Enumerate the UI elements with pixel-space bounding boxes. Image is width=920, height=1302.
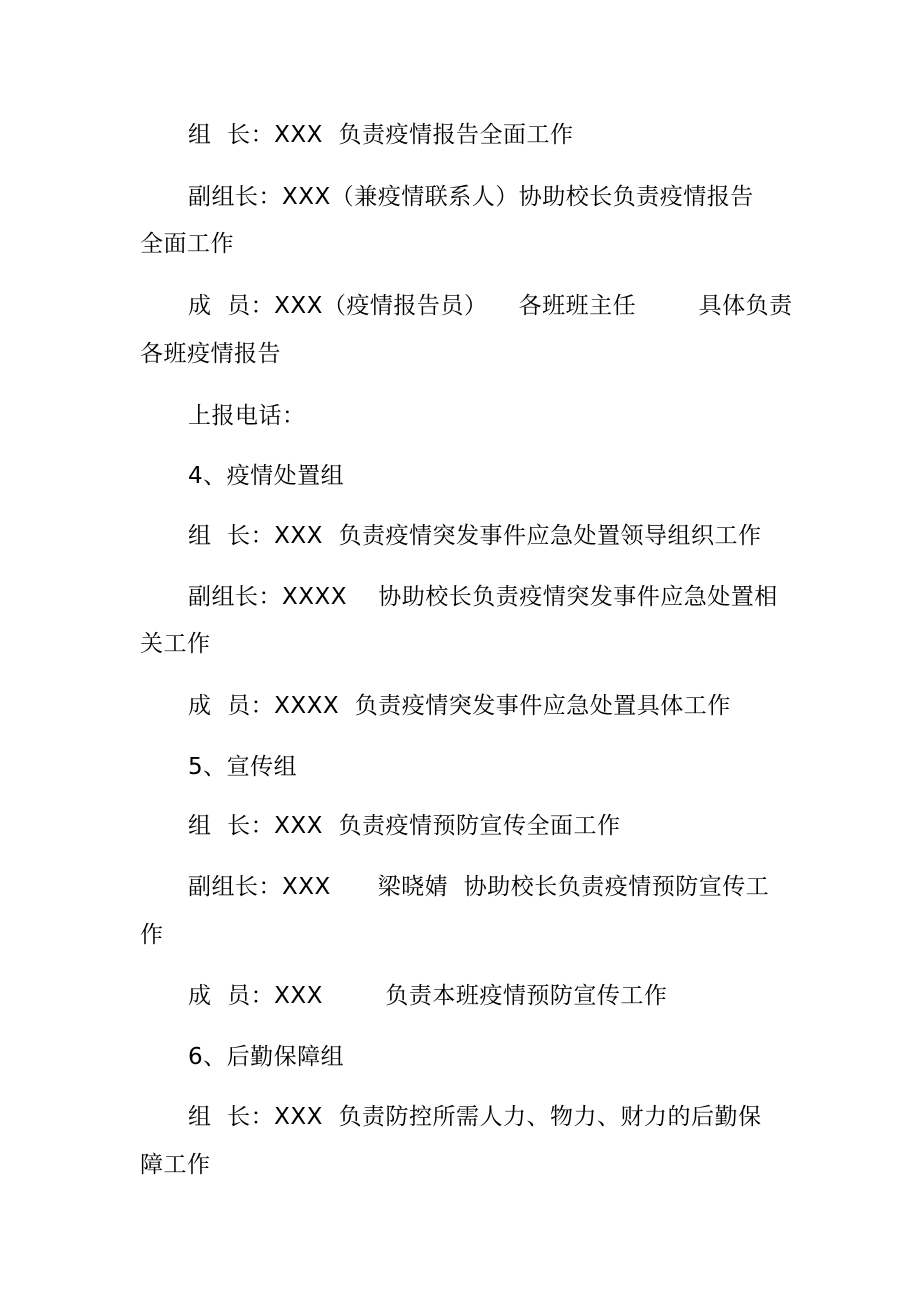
deputy-disposal-line-cont: 关工作	[140, 631, 211, 657]
section-heading-logistics: 6、后勤保障组	[188, 1044, 345, 1070]
deputy-publicity-line-cont: 作	[140, 922, 164, 948]
member-disposal-line: 成 员：XXXX 负责疫情突发事件应急处置具体工作	[188, 693, 731, 719]
deputy-report-line: 副组长：XXX（兼疫情联系人）协助校长负责疫情报告	[188, 184, 754, 210]
deputy-disposal-line: 副组长：XXXX 协助校长负责疫情突发事件应急处置相	[188, 584, 778, 610]
member-report-line: 成 员：XXX（疫情报告员） 各班班主任 具体负责	[188, 293, 793, 319]
member-report-line-cont: 各班疫情报告	[140, 341, 281, 367]
deputy-report-line-cont: 全面工作	[140, 231, 234, 257]
deputy-publicity-line: 副组长：XXX 梁晓婧 协助校长负责疫情预防宣传工	[188, 874, 770, 900]
leader-logistics-line: 组 长：XXX 负责防控所需人力、物力、财力的后勤保	[188, 1104, 762, 1130]
member-publicity-line: 成 员：XXX 负责本班疫情预防宣传工作	[188, 983, 668, 1009]
leader-report-line: 组 长：XXX 负责疫情报告全面工作	[188, 122, 574, 148]
leader-disposal-line: 组 长：XXX 负责疫情突发事件应急处置领导组织工作	[188, 523, 762, 549]
leader-publicity-line: 组 长：XXX 负责疫情预防宣传全面工作	[188, 813, 621, 839]
report-phone-line: 上报电话：	[188, 403, 306, 429]
section-heading-disposal: 4、疫情处置组	[188, 463, 345, 489]
leader-logistics-line-cont: 障工作	[140, 1152, 211, 1178]
section-heading-publicity: 5、宣传组	[188, 754, 298, 780]
